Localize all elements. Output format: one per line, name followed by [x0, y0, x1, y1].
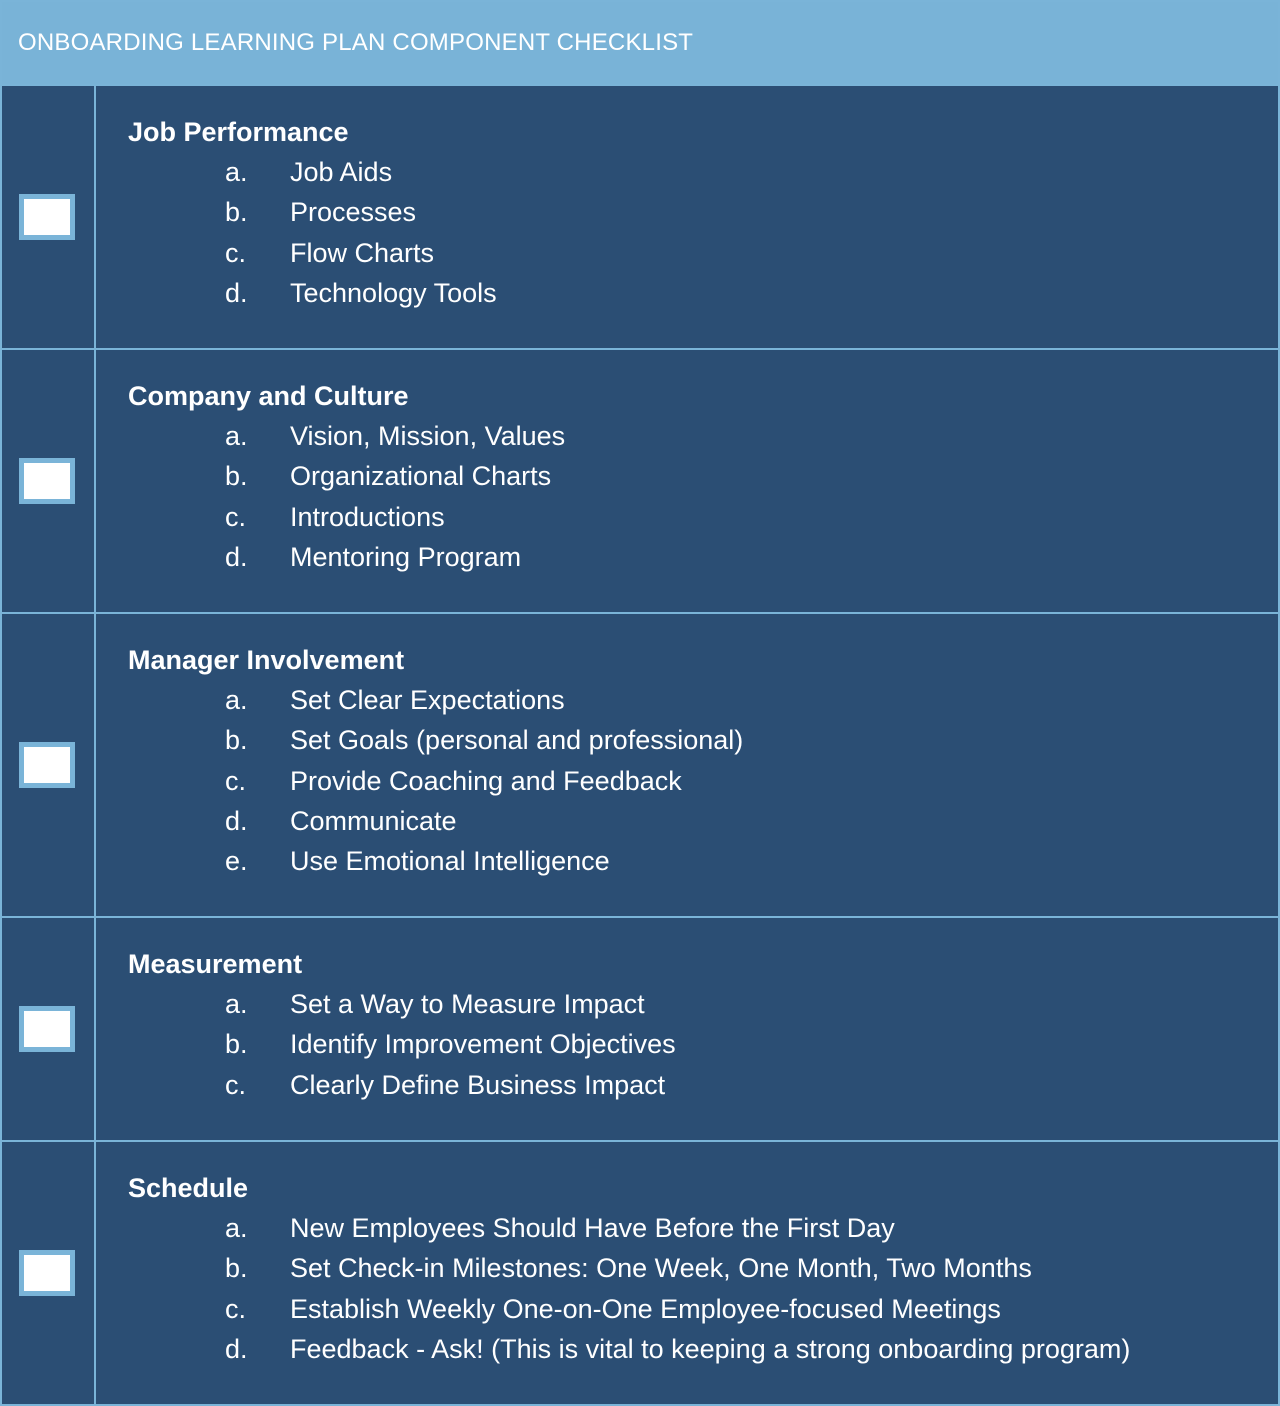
item-letter: e. — [225, 846, 248, 877]
section-checkbox[interactable] — [19, 1250, 75, 1296]
item-letter: d. — [225, 541, 248, 572]
item-text: Set a Way to Measure Impact — [290, 989, 645, 1019]
item-letter: b. — [225, 197, 248, 228]
checkbox-cell — [2, 1142, 96, 1404]
item-text: Identify Improvement Objectives — [290, 1029, 676, 1060]
list-item — [128, 1212, 1268, 1252]
section-content — [128, 116, 1268, 317]
item-text: Introductions — [290, 501, 445, 532]
item-letter: c. — [225, 1069, 247, 1100]
list-item — [128, 196, 1268, 236]
item-letter: b. — [225, 1029, 248, 1060]
item-letter: c. — [225, 237, 247, 268]
section-schedule — [2, 1140, 1278, 1404]
item-text: Establish Weekly One-on-One Employee-focused Meetings — [290, 1293, 1001, 1324]
checkbox-cell — [2, 918, 96, 1140]
section-content — [128, 1172, 1268, 1373]
checkbox-cell — [2, 86, 96, 348]
list-item — [128, 501, 1268, 541]
section-content — [128, 644, 1268, 885]
list-item — [128, 237, 1268, 277]
section-measurement — [2, 916, 1278, 1140]
section-checkbox[interactable] — [19, 194, 75, 240]
section-title: Manager Involvement — [128, 645, 405, 675]
list-item — [128, 1293, 1268, 1333]
item-text: Set Clear Expectations — [290, 685, 565, 715]
list-item — [128, 1028, 1268, 1068]
item-letter: d. — [225, 1333, 248, 1364]
list-item — [128, 1069, 1268, 1109]
list-item — [128, 420, 1268, 460]
section-title: Job Performance — [128, 117, 349, 147]
item-letter: d. — [225, 805, 248, 836]
item-letter: c. — [225, 1293, 247, 1324]
list-item — [128, 156, 1268, 196]
list-item — [128, 1252, 1268, 1292]
list-item — [128, 988, 1268, 1028]
section-checkbox[interactable] — [19, 742, 75, 788]
item-text: Job Aids — [290, 157, 393, 187]
section-checkbox[interactable] — [19, 1006, 75, 1052]
item-letter: a. — [225, 989, 248, 1019]
item-letter: b. — [225, 1253, 248, 1284]
item-letter: b. — [225, 461, 248, 492]
section-title: Measurement — [128, 949, 303, 979]
item-letter: a. — [225, 1213, 248, 1243]
item-letter: d. — [225, 277, 248, 308]
checkbox-cell — [2, 350, 96, 612]
section-job-performance — [2, 84, 1278, 348]
list-item — [128, 845, 1268, 885]
item-text: Provide Coaching and Feedback — [290, 765, 682, 796]
list-item — [128, 1333, 1268, 1373]
checklist-header: ONBOARDING LEARNING PLAN COMPONENT CHECKLIST — [2, 2, 1278, 84]
list-item — [128, 277, 1268, 317]
item-text: Communicate — [290, 805, 457, 836]
item-letter: c. — [225, 765, 247, 796]
list-item — [128, 765, 1268, 805]
item-text: New Employees Should Have Before the First Day — [290, 1213, 895, 1243]
item-text: Technology Tools — [290, 277, 497, 308]
item-letter: a. — [225, 157, 248, 187]
list-item — [128, 684, 1268, 724]
item-letter: a. — [225, 685, 248, 715]
section-content — [128, 948, 1268, 1109]
list-item — [128, 724, 1268, 764]
item-letter: a. — [225, 421, 248, 451]
item-text: Organizational Charts — [290, 461, 552, 492]
section-manager-involvement — [2, 612, 1278, 916]
item-text: Processes — [290, 197, 417, 228]
section-content — [128, 380, 1268, 581]
section-checkbox[interactable] — [19, 458, 75, 504]
item-text: Clearly Define Business Impact — [290, 1069, 666, 1100]
section-title: Schedule — [128, 1173, 249, 1203]
item-letter: c. — [225, 501, 247, 532]
item-text: Mentoring Program — [290, 541, 522, 572]
item-letter: b. — [225, 725, 248, 756]
item-text: Set Goals (personal and professional) — [290, 725, 744, 756]
checkbox-cell — [2, 614, 96, 916]
item-text: Feedback - Ask! (This is vital to keeping a strong onboarding program) — [290, 1333, 1131, 1364]
section-company-and-culture — [2, 348, 1278, 612]
section-title: Company and Culture — [128, 381, 409, 411]
item-text: Set Check-in Milestones: One Week, One Month, Two Months — [290, 1253, 1032, 1284]
item-text: Flow Charts — [290, 237, 435, 268]
list-item — [128, 541, 1268, 581]
list-item — [128, 460, 1268, 500]
item-text: Use Emotional Intelligence — [290, 846, 610, 877]
item-text: Vision, Mission, Values — [290, 421, 566, 451]
list-item — [128, 805, 1268, 845]
